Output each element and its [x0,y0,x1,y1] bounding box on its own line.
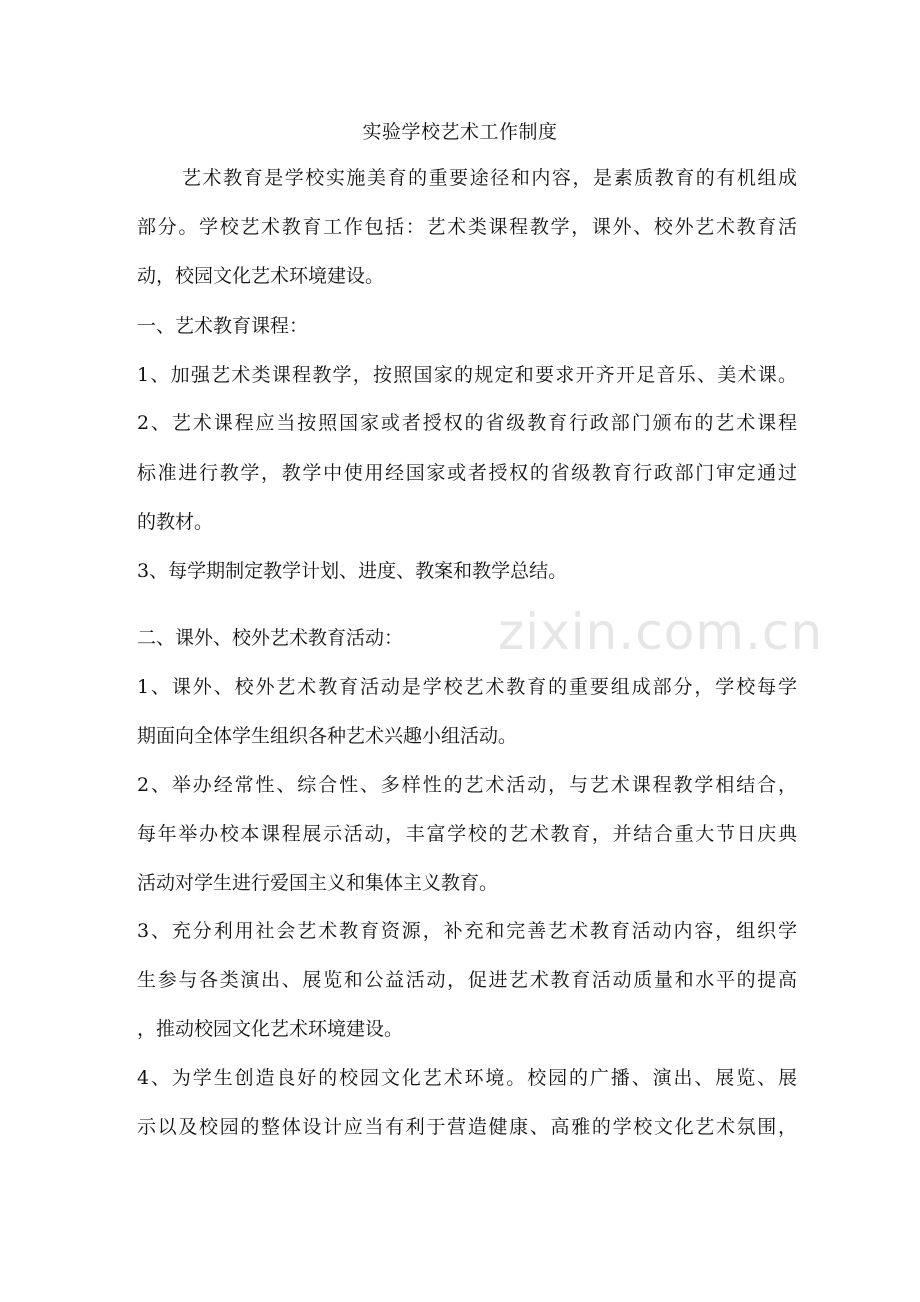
section-heading: 一、艺术教育课程： [137,315,309,337]
paragraph-line: 部分。学校艺术教育工作包括：艺术类课程教学，课外、校外艺术教育活 [137,216,797,238]
list-item-line: ，推动校园文化艺术环境建设。 [137,1018,404,1040]
list-item-line: 活动对学生进行爱国主义和集体主义教育。 [137,872,499,894]
list-item-line: 3、每学期制定教学计划、进度、教案和教学总结。 [137,560,568,582]
list-item-line: 期面向全体学生组织各种艺术兴趣小组活动。 [137,725,518,747]
list-item-line: 示以及校园的整体设计应当有利于营造健康、高雅的学校文化艺术氛围， [137,1116,797,1138]
list-item-line: 2、举办经常性、综合性、多样性的艺术活动，与艺术课程教学相结合， [137,774,797,796]
list-item-line: 1、课外、校外艺术教育活动是学校艺术教育的重要组成部分，学校每学 [137,676,797,698]
list-item-line: 1、加强艺术类课程教学，按照国家的规定和要求开齐开足音乐、美术课。 [137,364,797,386]
list-item-line: 每年举办校本课程展示活动，丰富学校的艺术教育，并结合重大节日庆典 [137,823,797,845]
list-item-line: 标准进行教学，教学中使用经国家或者授权的省级教育行政部门审定通过 [137,462,797,484]
list-item-line: 3、充分利用社会艺术教育资源，补充和完善艺术教育活动内容，组织学 [137,920,797,942]
list-item-line: 生参与各类演出、展览和公益活动，促进艺术教育活动质量和水平的提高 [137,969,797,991]
list-item-line: 2、艺术课程应当按照国家或者授权的省级教育行政部门颁布的艺术课程 [137,412,797,434]
list-item-line: 的教材。 [137,511,214,533]
document-title: 实验学校艺术工作制度 [362,121,558,143]
paragraph-line: 动，校园文化艺术环境建设。 [137,265,385,287]
watermark: zixin.com.cn [498,603,824,661]
list-item-line: 4、为学生创造良好的校园文化艺术环境。校园的广播、演出、展览、展 [137,1067,797,1089]
paragraph-line: 艺术教育是学校实施美育的重要途径和内容，是素质教育的有机组成 [182,167,797,189]
section-heading: 二、课外、校外艺术教育活动： [137,627,404,649]
